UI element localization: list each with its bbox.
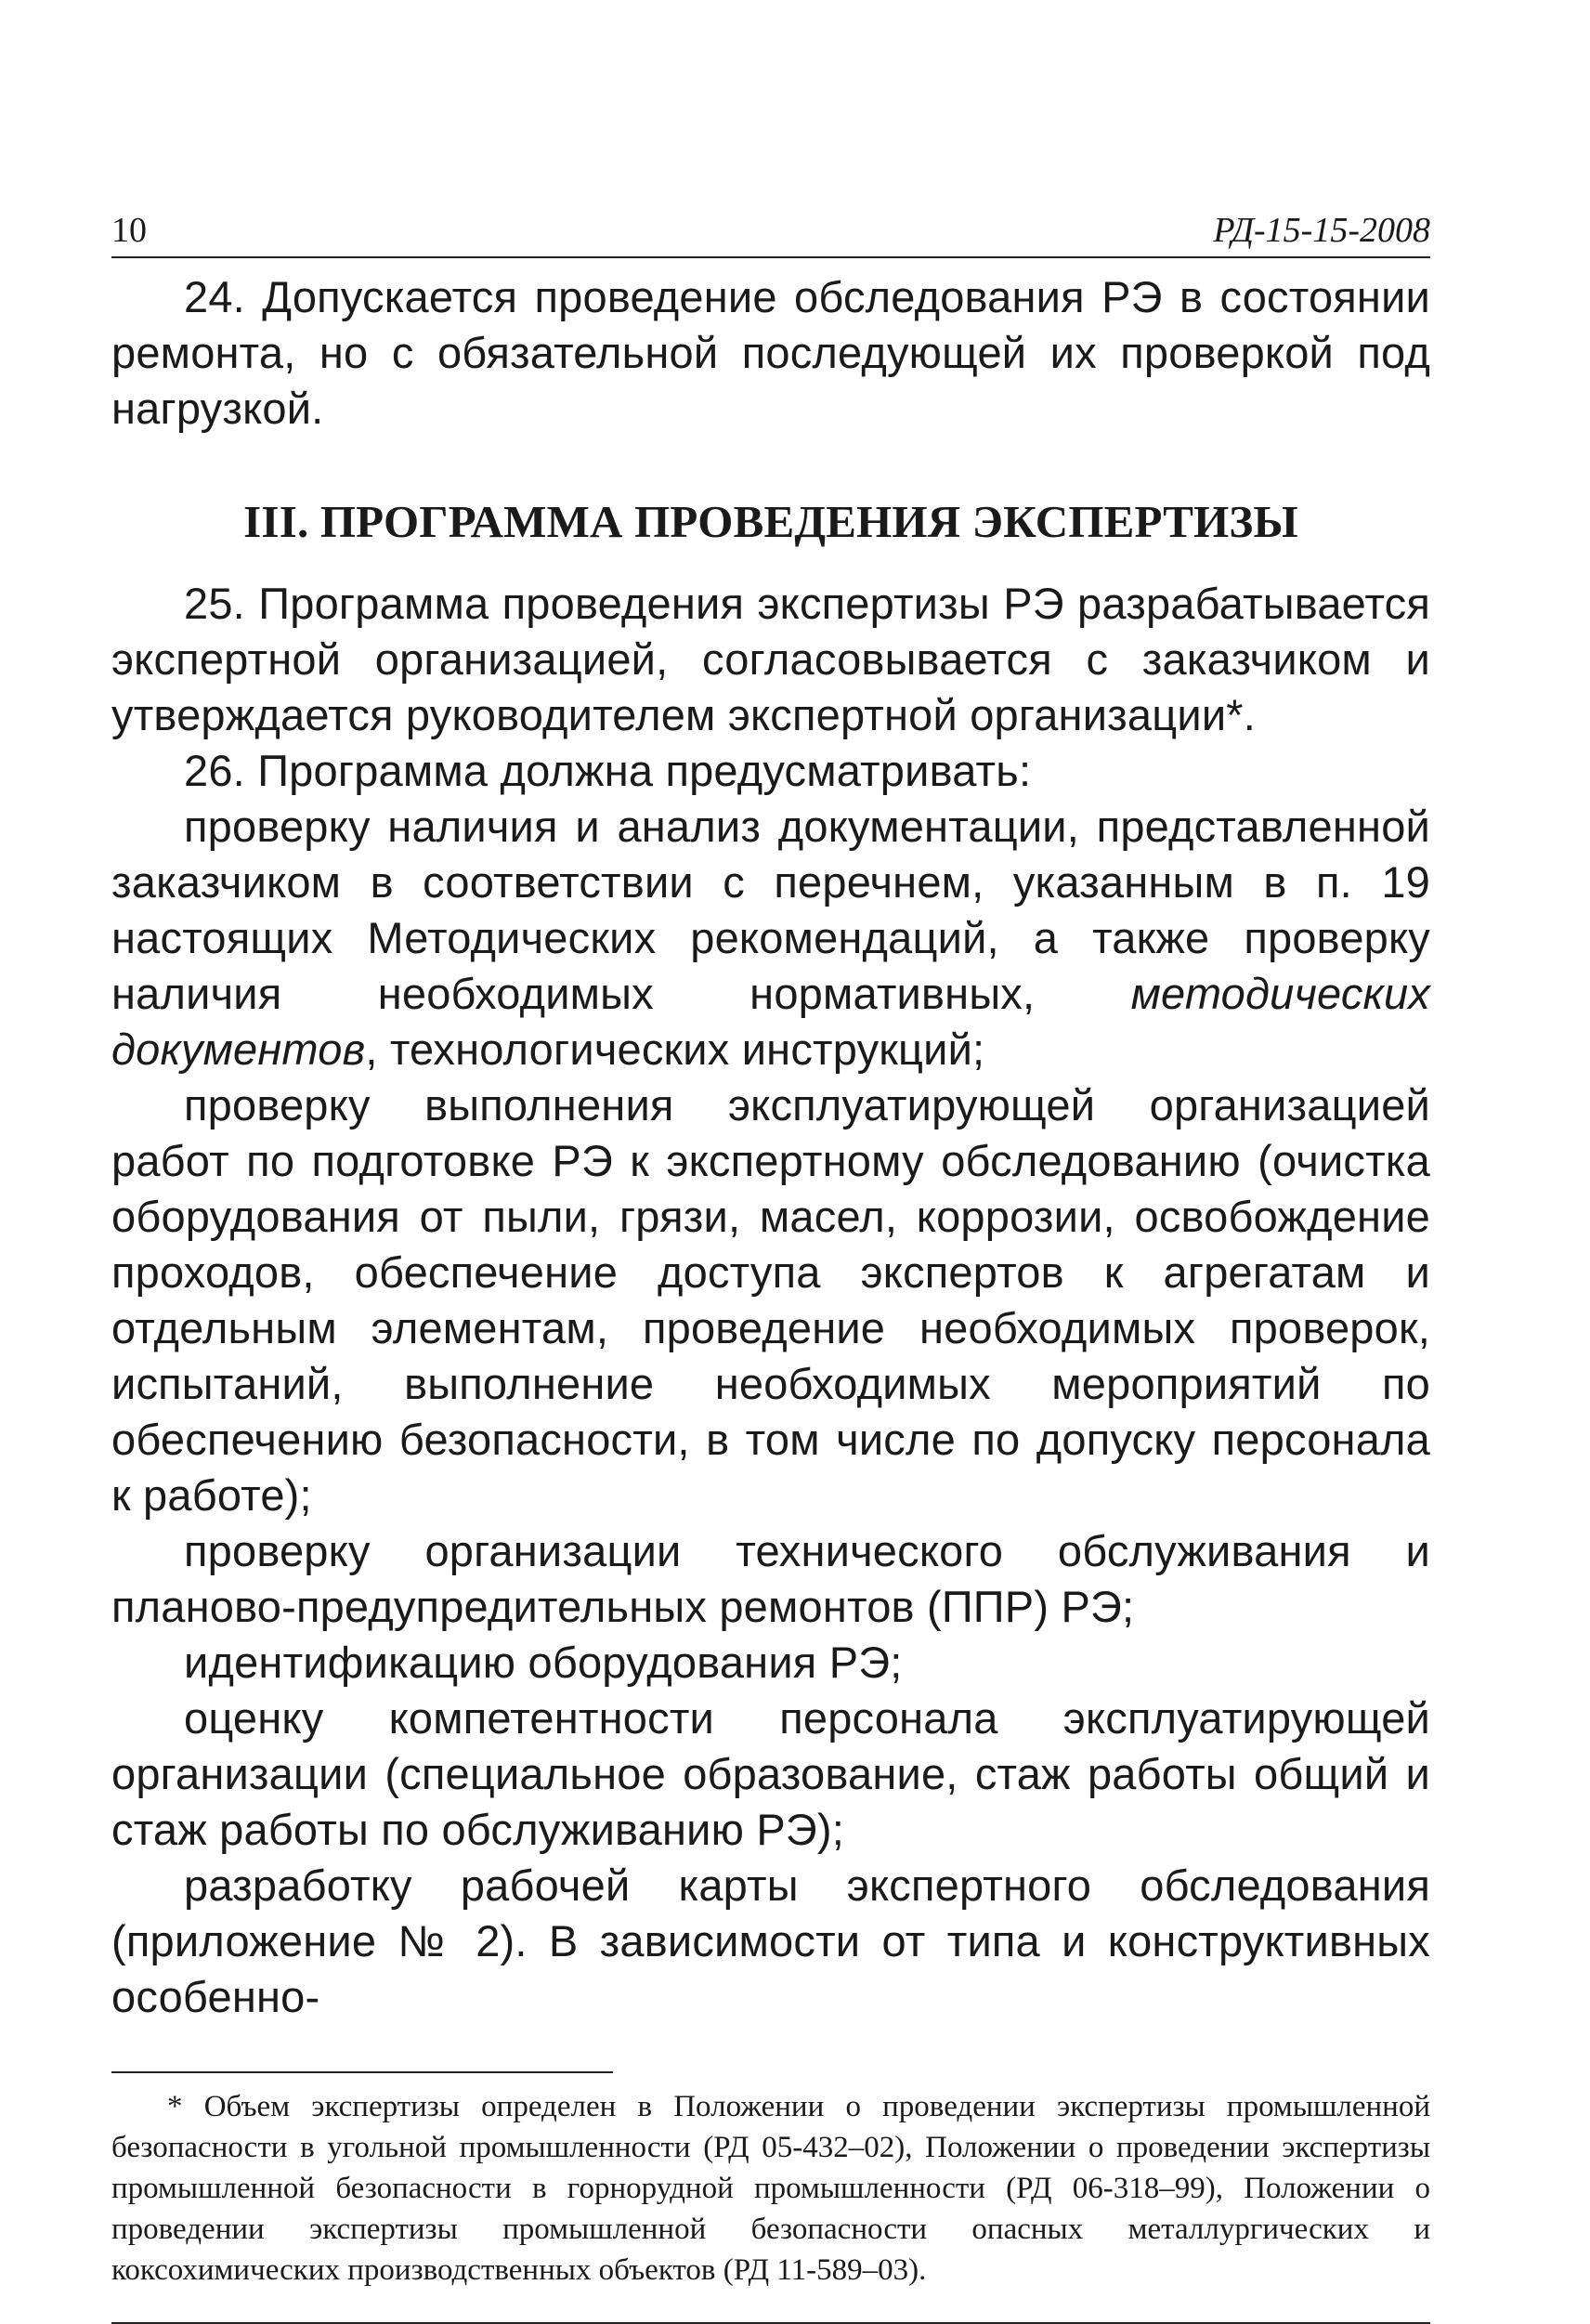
list-item-work-map: разработку рабочей карты экспертного обследования (приложение № 2). В зависимости от типа и конструктивных особенно- (111, 1861, 1430, 2021)
footnote: * Объем экспертизы определен в Положении о проведении экспертизы промышленной безопасности в угольной промышленности (РД 05-432–02), Положении о проведении экспертизы промышленной безопасности в горнорудной промышленности (РД 06-318–99), Положении о проведении экспертизы промышленной безопасности опасных металлургических и коксохимических производственных объектов (РД 11-589–03). (111, 2090, 1430, 2287)
list-item-documentation-text-a: проверку наличия и анализ документации, представленной заказчиком в соответствии с перечнем, указанным в п. 19 настоящих Методических рекомендаций, а также проверку наличия необходимых нормативных, (111, 802, 1430, 1018)
document-code: РД-15-15-2008 (1213, 211, 1430, 250)
list-item-maintenance: проверку организации технического обслуживания и планово-предупредительных ремонтов (ППР) РЭ; (111, 1526, 1430, 1631)
section-title: III. ПРОГРАММА ПРОВЕДЕНИЯ ЭКСПЕРТИЗЫ (243, 496, 1298, 547)
list-item-competence: оценку компетентности персонала эксплуатирующей организации (специальное образование, стаж работы общий и стаж работы по обслуживанию РЭ); (111, 1693, 1430, 1854)
list-item-documentation-text-b: методических документов (111, 969, 1430, 1074)
list-item-documentation-text-c: , технологических инструкций; (365, 1025, 985, 1074)
document-page (111, 204, 1430, 2324)
paragraph-25: 25. Программа проведения экспертизы РЭ разрабатывается экспертной организацией, согласовывается с заказчиком и утверждается руководителем экспертной организации*. (111, 579, 1430, 739)
page-number: 10 (111, 211, 147, 250)
footnote-divider (111, 2071, 613, 2073)
running-header (111, 204, 1430, 258)
list-item-preparation: проверку выполнения эксплуатирующей организацией работ по подготовке РЭ к экспертному обследованию (очистка оборудования от пыли, грязи, масел, коррозии, освобождение проходов, обеспечение доступа экспертов к агрегатам и отдельным элементам, проведение необходимых проверок, испытаний, выполнение необходимых мероприятий по обеспечению безопасности, в том числе по допуску персонала к работе); (111, 1080, 1430, 1520)
paragraph-24: 24. Допускается проведение обследования РЭ в состоянии ремонта, но с обязательной последующей их проверкой под нагрузкой. (111, 272, 1430, 433)
list-item-identification: идентификацию оборудования РЭ; (184, 1638, 903, 1687)
main-text (111, 269, 1430, 2025)
list-item-documentation (111, 799, 1430, 1077)
paragraph-26: 26. Программа должна предусматривать: (184, 746, 1032, 795)
